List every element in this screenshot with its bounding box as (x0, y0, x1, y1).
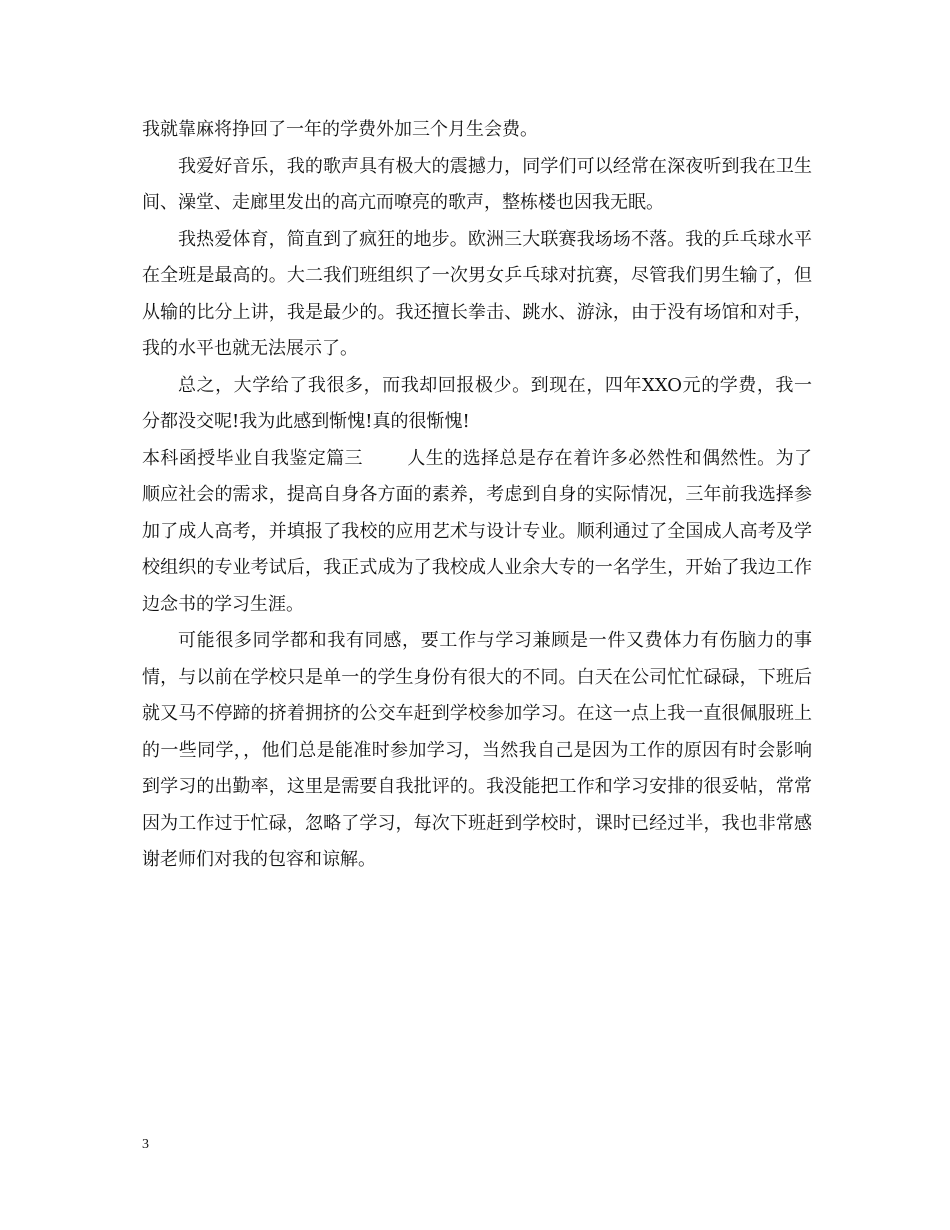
section-three-paragraph (142, 441, 812, 624)
paragraph-music: 我爱好音乐，我的歌声具有极大的震撼力，同学们可以经常在深夜听到我在卫生间、澡堂、走廊里发出的高亢而嘹亮的歌声，整栋楼也因我无眠。 (142, 155, 812, 213)
section-heading: 本科函授毕业自我鉴定篇三 (142, 447, 363, 469)
paragraph-sports: 我热爱体育，简直到了疯狂的地步。欧洲三大联赛我场场不落。我的乒乓球水平在全班是最高的。大二我们班组织了一次男女乒乓球对抗赛，尽管我们男生输了，但从输的比分上讲，我是最少的。我还擅长拳击、跳水、游泳，由于没有场馆和对手，我的水平也就无法展示了。 (142, 228, 812, 359)
paragraph-work-study: 可能很多同学都和我有同感，要工作与学习兼顾是一件又费体力有伤脑力的事情，与以前在学校只是单一的学生身份有很大的不同。白天在公司忙忙碌碌，下班后就又马不停蹄的挤着拥挤的公交车赶到学校参加学习。在这一点上我一直很佩服班上的一些同学，，他们总是能准时参加学习，当然我自己是因为工作的原因有时会影响到学习的出勤率，这里是需要自我批评的。我没能把工作和学习安排的很妥帖，常常因为工作过于忙碌，忽略了学习，每次下班赶到学校时，课时已经过半，我也非常感谢老师们对我的包容和谅解。 (142, 630, 812, 870)
paragraph-tuition: 我就靠麻将挣回了一年的学费外加三个月生会费。 (142, 119, 538, 140)
section-first-paragraph: 人生的选择总是存在着许多必然性和偶然性。为了顺应社会的需求，提高自身各方面的素养，考虑到自身的实际情况，三年前我选择参加了成人高考，并填报了我校的应用艺术与设计专业。顺利通过了全国成人高考及学校组织的专业考试后，我正式成为了我校成人业余大专的一名学生，开始了我边工作边念书的学习生涯。 (142, 447, 813, 615)
page-number: 3 (142, 1137, 149, 1152)
document-body (142, 112, 812, 879)
paragraph-summary: 总之，大学给了我很多，而我却回报极少。到现在，四年XXO元的学费，我一分都没交呢!我为此感到惭愧!真的很惭愧! (142, 374, 812, 432)
